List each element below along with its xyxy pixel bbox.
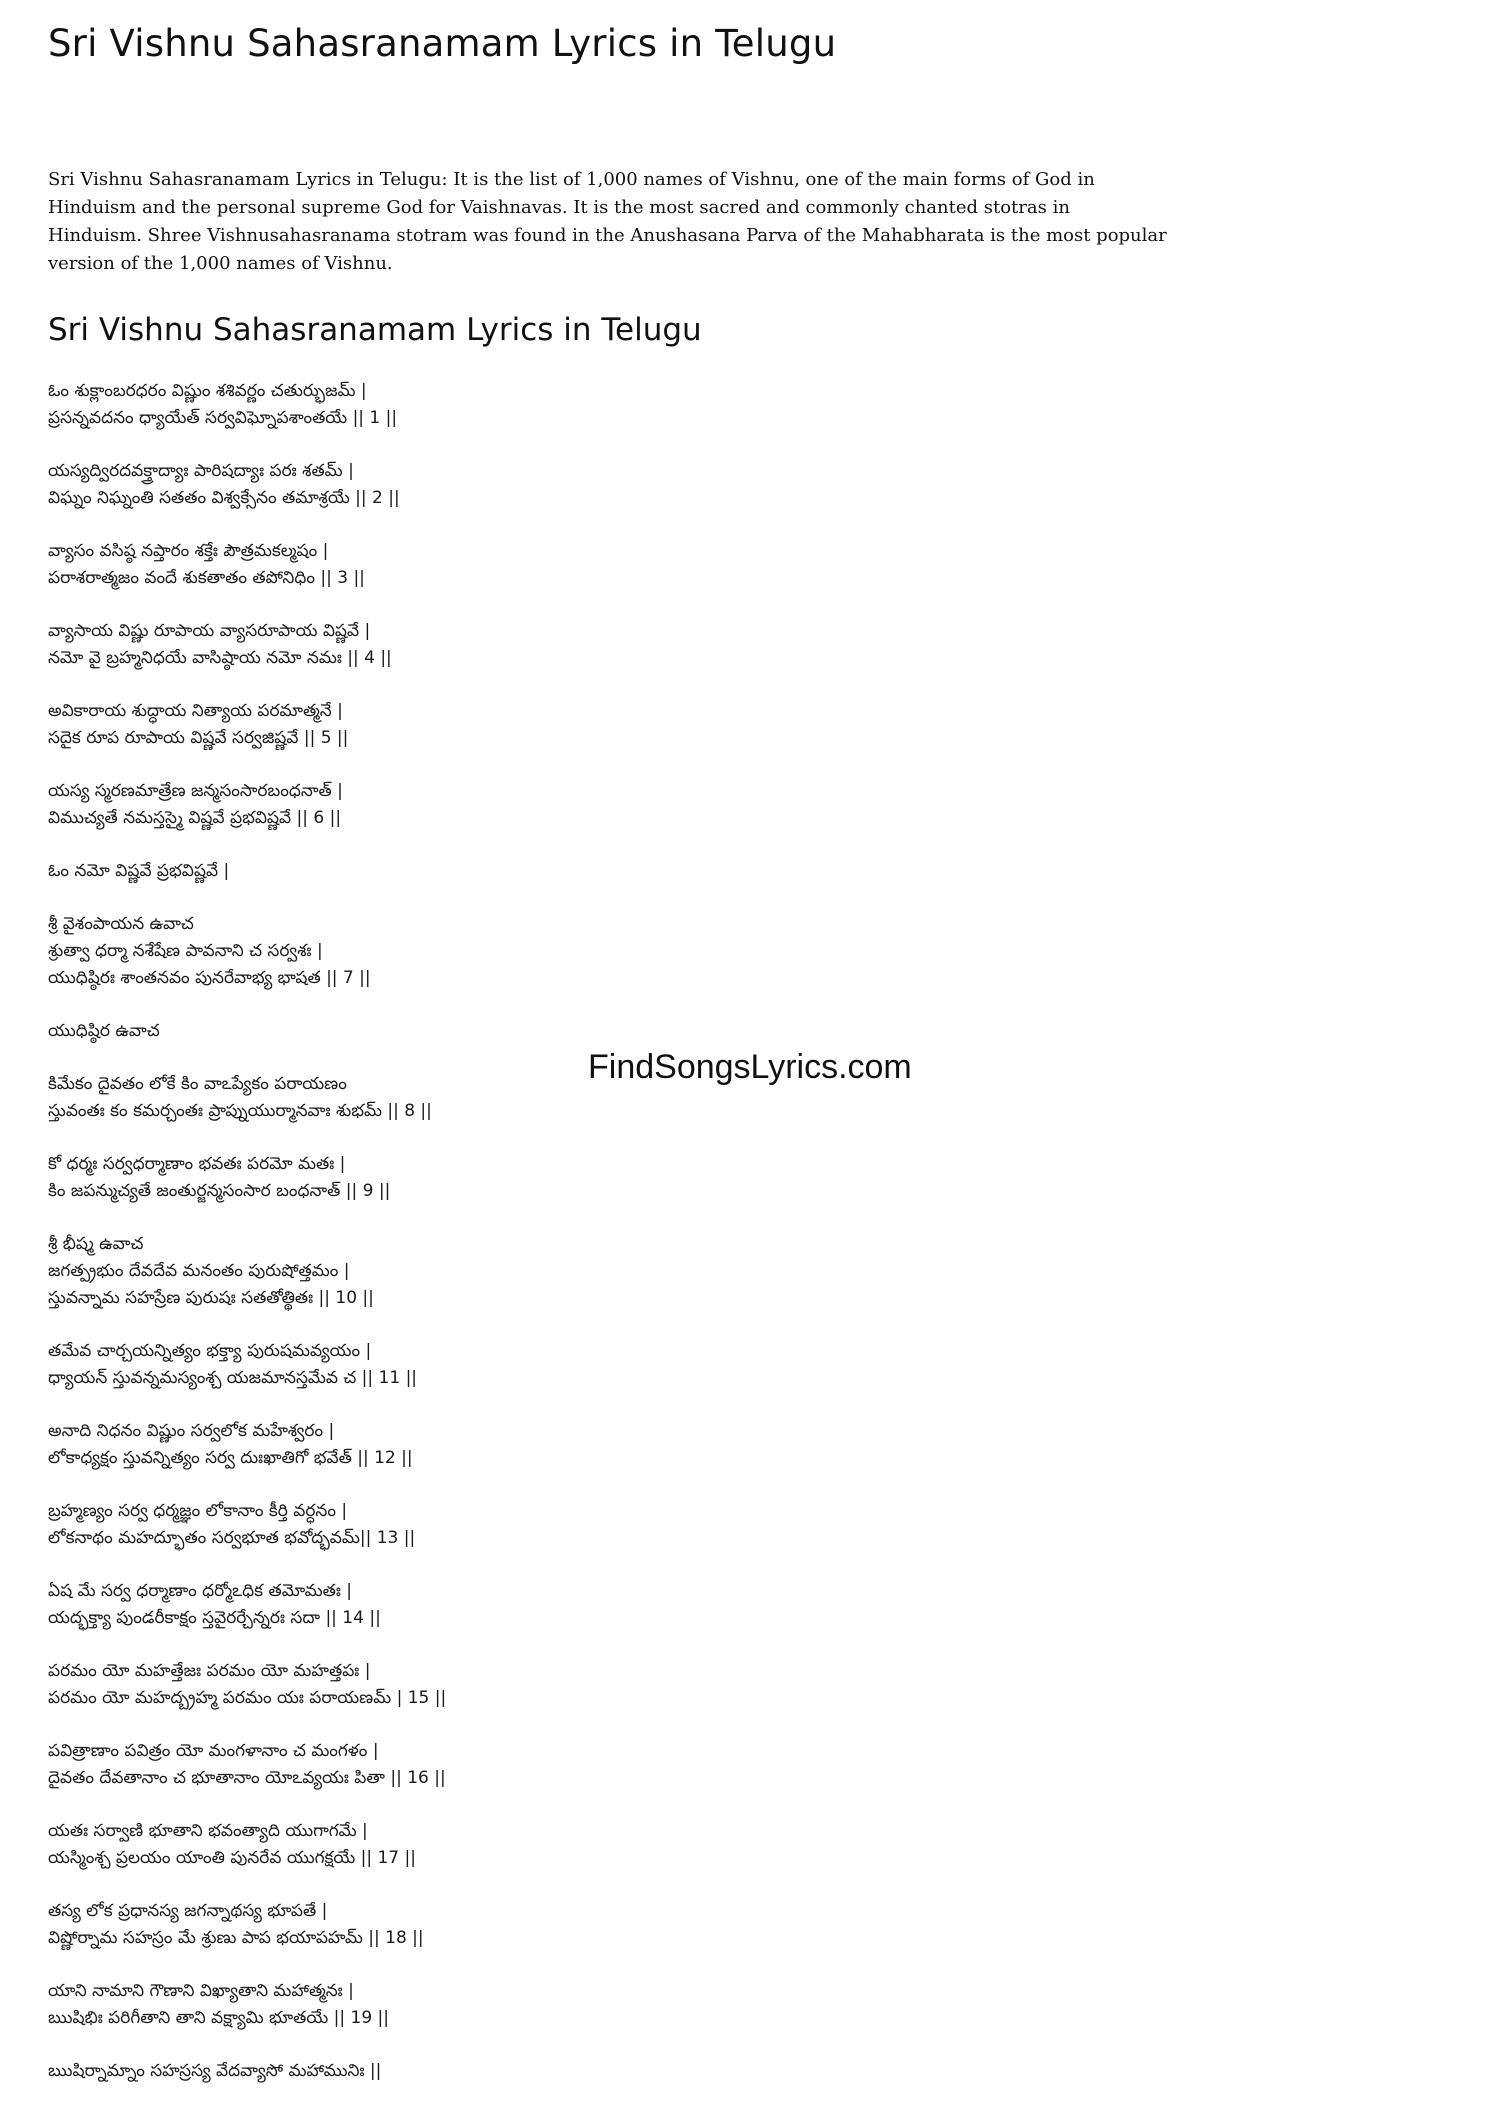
verse-line: తమేవ చార్చయన్నిత్యం భక్త్యా పురుషమవ్యయం | [48, 1341, 372, 1361]
verse-line: ఓం శుక్లాంబరధరం విష్ణుం శశివర్ణం చతుర్భుజమ్ | [48, 381, 367, 401]
verse-line: యస్మింశ్చ ప్రలయం యాంతి పునరేవ యుగక్షయే || 17 || [48, 1848, 416, 1868]
verse-line: ప్రసన్నవదనం ధ్యాయేత్ సర్వవిఘ్నోపశాంతయే || 1 || [48, 408, 398, 428]
verse-stanza [48, 858, 668, 885]
verse-stanza [48, 698, 668, 752]
verse-stanza [48, 1578, 668, 1632]
verse-line: పరమం యో మహద్బ్రహ్మ పరమం యః పరాయణమ్ | 15 || [48, 1688, 447, 1708]
verse-stanza [48, 1231, 668, 1312]
verse-stanza [48, 1071, 668, 1125]
verse-line: అనాది నిధనం విష్ణుం సర్వలోక మహేశ్వరం | [48, 1421, 335, 1441]
verse-line: జగత్ప్రభుం దేవదేవ మనంతం పురుషోత్తమం | [48, 1261, 350, 1281]
verse-line: వ్యాసం వసిష్ఠ నప్తారం శక్తేః పౌత్రమకల్మషం | [48, 541, 329, 561]
site-watermark: FindSongsLyrics.com [588, 1048, 912, 1086]
verse-line: దైవతం దేవతానాం చ భూతానాం యోఽవ్యయః పితా || 16 || [48, 1768, 446, 1788]
verse-stanza [48, 778, 668, 832]
verse-line: స్తువంతః కం కమర్చంతః ప్రాప్నుయుర్మానవాః శుభమ్ || 8 || [48, 1101, 432, 1121]
verse-stanza [48, 1498, 668, 1552]
verse-stanza [48, 458, 668, 512]
verse-stanza [48, 2058, 668, 2085]
verse-line: యుధిష్ఠిర ఉవాచ [48, 1021, 160, 1041]
verse-stanza [48, 1418, 668, 1472]
verse-line: బ్రహ్మణ్యం సర్వ ధర్మజ్ఞం లోకానాం కీర్తి వర్ధనం | [48, 1501, 348, 1521]
page-title: Sri Vishnu Sahasranamam Lyrics in Telugu [48, 22, 837, 65]
verse-line: ఏష మే సర్వ ధర్మాణాం ధర్మోఽధిక తమోమతః | [48, 1581, 352, 1601]
verse-line: యస్యద్విరదవక్త్రాద్యాః పారిషద్యాః పరః శతమ్ | [48, 461, 354, 481]
verse-line: స్తువన్నామ సహస్రేణ పురుషః సతతోత్థితః || 10 || [48, 1288, 374, 1308]
verse-line: విముచ్యతే నమస్తస్మై విష్ణవే ప్రభవిష్ణవే || 6 || [48, 808, 342, 828]
verse-line: నమో వై బ్రహ్మనిధయే వాసిష్ఠాయ నమో నమః || 4 || [48, 648, 392, 668]
verse-line: యద్భక్త్యా పుండరీకాక్షం స్తవైరర్చేన్నరః సదా || 14 || [48, 1608, 381, 1628]
verse-stanza [48, 1818, 668, 1872]
verse-line: శ్రీ వైశంపాయన ఉవాచ [48, 914, 194, 934]
verse-stanza [48, 1978, 668, 2032]
verse-line: ఋషిర్నామ్నాం సహస్రస్య వేదవ్యాసో మహామునిః || [48, 2061, 382, 2081]
verse-line: విష్ణోర్నామ సహస్రం మే శ్రుణు పాప భయాపహమ్ || 18 || [48, 1928, 424, 1948]
verse-stanza [48, 1738, 668, 1792]
verse-line: లోకాధ్యక్షం స్తువన్నిత్యం సర్వ దుఃఖాతిగో భవేత్ || 12 || [48, 1448, 413, 1468]
verse-line: ఓం నమో విష్ణవే ప్రభవిష్ణవే | [48, 861, 230, 881]
verse-stanza [48, 1151, 668, 1205]
verse-stanza [48, 1658, 668, 1712]
verse-stanza [48, 1898, 668, 1952]
verse-line: అవికారాయ శుద్ధాయ నిత్యాయ పరమాత్మనే | [48, 701, 343, 721]
verse-line: ధ్యాయన్ స్తువన్నమస్యంశ్చ యజమానస్తమేవ చ || 11 || [48, 1368, 418, 1388]
verse-stanza [48, 911, 668, 992]
verse-line: కిం జపన్ముచ్యతే జంతుర్జన్మసంసార బంధనాత్ || 9 || [48, 1181, 391, 1201]
verse-line: సదైక రూప రూపాయ విష్ణవే సర్వజిష్ణవే || 5 || [48, 728, 349, 748]
verse-line: యుధిష్ఠిరః శాంతనవం పునరేవాభ్య భాషత || 7 || [48, 968, 371, 988]
verse-line: విఘ్నం నిఘ్నంతి సతతం విశ్వక్సేనం తమాశ్రయే || 2 || [48, 488, 400, 508]
section-heading: Sri Vishnu Sahasranamam Lyrics in Telugu [48, 312, 702, 348]
verse-line: యాని నామాని గౌణాని విఖ్యాతాని మహాత్మనః | [48, 1981, 354, 2001]
verse-stanza [48, 618, 668, 672]
verses-container [48, 378, 668, 2111]
intro-paragraph: Sri Vishnu Sahasranamam Lyrics in Telugu: It is the list of 1,000 names of Vishnu, one of the main forms of God in Hinduism and the personal supreme God for Vaishnavas. It is the most sacred and commonly chanted stotras in Hinduism. Shree Vishnusahasranama stotram was found in the Anushasana Parva of the Mahabharata is the most popular version of the 1,000 names of Vishnu. [48, 169, 1167, 274]
verse-line: ఋషిభిః పరిగీతాని తాని వక్ష్యామి భూతయే || 19 || [48, 2008, 389, 2028]
verse-line: తస్య లోక ప్రధానస్య జగన్నాథస్య భూపతే | [48, 1901, 328, 1921]
verse-line: శ్రుత్వా ధర్మా నశేషేణ పావనాని చ సర్వశః | [48, 941, 323, 961]
verse-stanza [48, 538, 668, 592]
verse-stanza [48, 1018, 668, 1045]
verse-line: కో ధర్మః సర్వధర్మాణాం భవతః పరమో మతః | [48, 1154, 346, 1174]
verse-line: శ్రీ భీష్మ ఉవాచ [48, 1234, 144, 1254]
verse-line: యతః సర్వాణి భూతాని భవంత్యాది యుగాగమే | [48, 1821, 368, 1841]
verse-stanza [48, 378, 668, 432]
verse-line: యస్య స్మరణమాత్రేణ జన్మసంసారబంధనాత్ | [48, 781, 343, 801]
verse-line: పవిత్రాణాం పవిత్రం యో మంగళానాం చ మంగళం | [48, 1741, 379, 1761]
verse-stanza [48, 1338, 668, 1392]
verse-line: పరాశరాత్మజం వందే శుకతాతం తపోనిధిం || 3 || [48, 568, 365, 588]
verse-line: కిమేకం దైవతం లోకే కిం వాఽప్యేకం పరాయణం [48, 1074, 347, 1094]
verse-line: వ్యాసాయ విష్ణు రూపాయ వ్యాసరూపాయ విష్ణవే | [48, 621, 371, 641]
verse-line: పరమం యో మహత్తేజః పరమం యో మహత్తపః | [48, 1661, 371, 1681]
verse-line: లోకనాథం మహద్భూతం సర్వభూత భవోద్భవమ్|| 13 || [48, 1528, 416, 1548]
